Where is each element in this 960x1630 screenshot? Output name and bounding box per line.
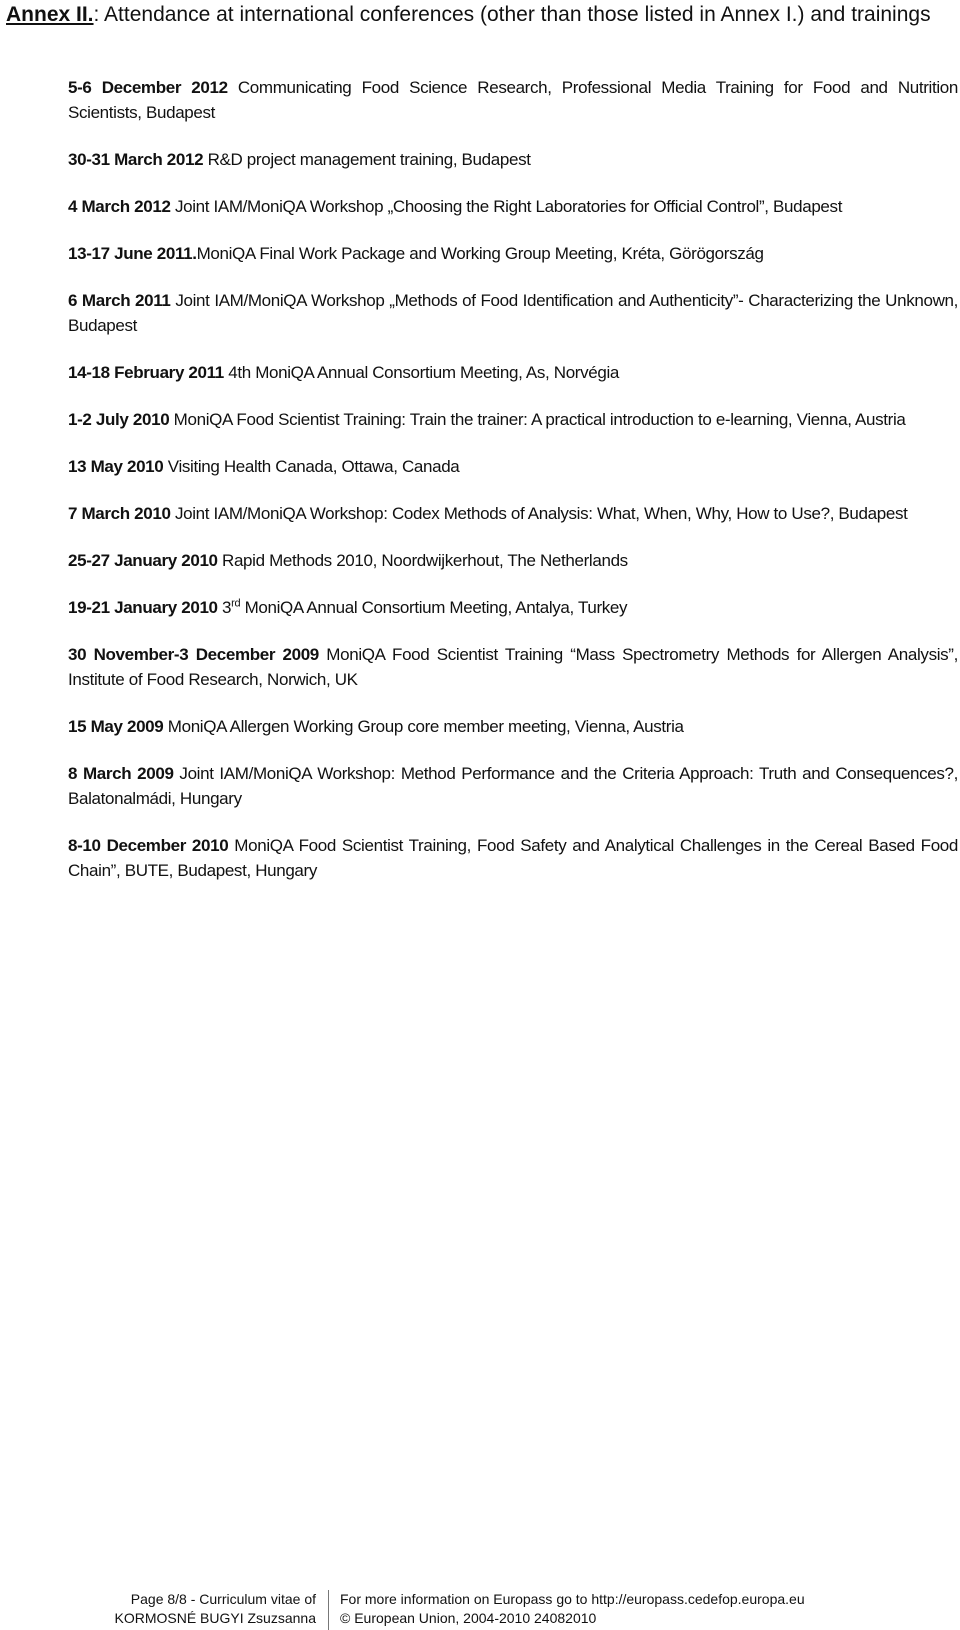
entry-date: 4 March 2012 bbox=[68, 197, 171, 216]
list-item bbox=[68, 454, 958, 479]
list-item bbox=[68, 761, 958, 811]
list-item bbox=[68, 501, 958, 526]
entry-date: 25-27 January 2010 bbox=[68, 551, 218, 570]
annex-heading bbox=[6, 2, 956, 28]
entry-text: 4th MoniQA Annual Consortium Meeting, As, Norvégia bbox=[223, 363, 619, 382]
entry-text: Visiting Health Canada, Ottawa, Canada bbox=[163, 457, 460, 476]
entry-text: Joint IAM/MoniQA Workshop: Method Performance and the Criteria Approach: Truth and Consequences?, Balatonalmádi, Hungary bbox=[68, 764, 959, 808]
entry-date: 1-2 July 2010 bbox=[68, 410, 170, 429]
footer-page-info bbox=[100, 1590, 316, 1628]
footer-copyright: © European Union, 2004-2010 24082010 bbox=[340, 1610, 597, 1626]
footer-divider bbox=[328, 1590, 329, 1630]
entry-text: MoniQA Food Scientist Training: Train the trainer: A practical introduction to e-learning, Vienna, Austria bbox=[169, 410, 906, 429]
list-item bbox=[68, 241, 958, 266]
entry-text: Communicating Food Science Research, Professional Media Training for Food and Nutrition Scientists, Budapest bbox=[68, 78, 958, 122]
entry-date: 30-31 March 2012 bbox=[68, 150, 204, 169]
list-item bbox=[68, 288, 958, 338]
entry-date: 5-6 December 2012 bbox=[68, 78, 228, 97]
list-item bbox=[68, 147, 958, 172]
entry-text: MoniQA Food Scientist Training, Food Safety and Analytical Challenges in the Cereal Based Food Chain”, BUTE, Budapest, Hungary bbox=[68, 836, 959, 880]
entry-date: 13-17 June 2011. bbox=[68, 244, 197, 263]
entry-text: Rapid Methods 2010, Noordwijkerhout, The Netherlands bbox=[217, 551, 628, 570]
entry-text: MoniQA Annual Consortium Meeting, Antalya, Turkey bbox=[240, 598, 628, 617]
entry-date: 14-18 February 2011 bbox=[68, 363, 224, 382]
entry-date: 8 March 2009 bbox=[68, 764, 174, 783]
list-item bbox=[68, 642, 958, 692]
list-item bbox=[68, 833, 958, 883]
list-item bbox=[68, 194, 958, 219]
entry-text: Joint IAM/MoniQA Workshop „Methods of Food Identification and Authenticity”- Characterizing the Unknown, Budapest bbox=[68, 291, 958, 335]
list-item bbox=[68, 360, 958, 385]
entry-text: R&D project management training, Budapest bbox=[203, 150, 531, 169]
footer-europass-info bbox=[340, 1590, 940, 1628]
entry-date: 19-21 January 2010 bbox=[68, 598, 218, 617]
entry-text: 3 bbox=[217, 598, 232, 617]
entry-text: MoniQA Allergen Working Group core member meeting, Vienna, Austria bbox=[163, 717, 684, 736]
ordinal-suffix: rd bbox=[231, 597, 241, 610]
entry-date: 7 March 2010 bbox=[68, 504, 171, 523]
annex-label: Annex II. bbox=[6, 3, 94, 26]
entry-text: Joint IAM/MoniQA Workshop: Codex Methods of Analysis: What, When, Why, How to Use?, Budapest bbox=[170, 504, 908, 523]
list-item bbox=[68, 407, 958, 432]
entry-text: MoniQA Final Work Package and Working Group Meeting, Kréta, Görögország bbox=[196, 244, 764, 263]
list-item bbox=[68, 595, 958, 620]
footer-page-number: Page 8/8 - Curriculum vitae of bbox=[130, 1591, 316, 1607]
entry-text: Joint IAM/MoniQA Workshop „Choosing the Right Laboratories for Official Control”, Budapest bbox=[170, 197, 843, 216]
annex-heading-text: : Attendance at international conferences (other than those listed in Annex I.) and trainings bbox=[93, 3, 931, 26]
entry-date: 8-10 December 2010 bbox=[68, 836, 229, 855]
entry-date: 13 May 2010 bbox=[68, 457, 164, 476]
list-item bbox=[68, 548, 958, 573]
list-item bbox=[68, 75, 958, 125]
footer-cv-owner: KORMOSNÉ BUGYI Zsuzsanna bbox=[114, 1610, 316, 1626]
entry-date: 30 November-3 December 2009 bbox=[68, 645, 319, 664]
footer-europass-link[interactable]: For more information on Europass go to http://europass.cedefop.europa.eu bbox=[340, 1591, 805, 1607]
entry-date: 6 March 2011 bbox=[68, 291, 171, 310]
list-item bbox=[68, 714, 958, 739]
entry-date: 15 May 2009 bbox=[68, 717, 164, 736]
entry-text: MoniQA Food Scientist Training “Mass Spectrometry Methods for Allergen Analysis”, Institute of Food Research, Norwich, UK bbox=[68, 645, 958, 689]
entry-list bbox=[68, 75, 958, 905]
